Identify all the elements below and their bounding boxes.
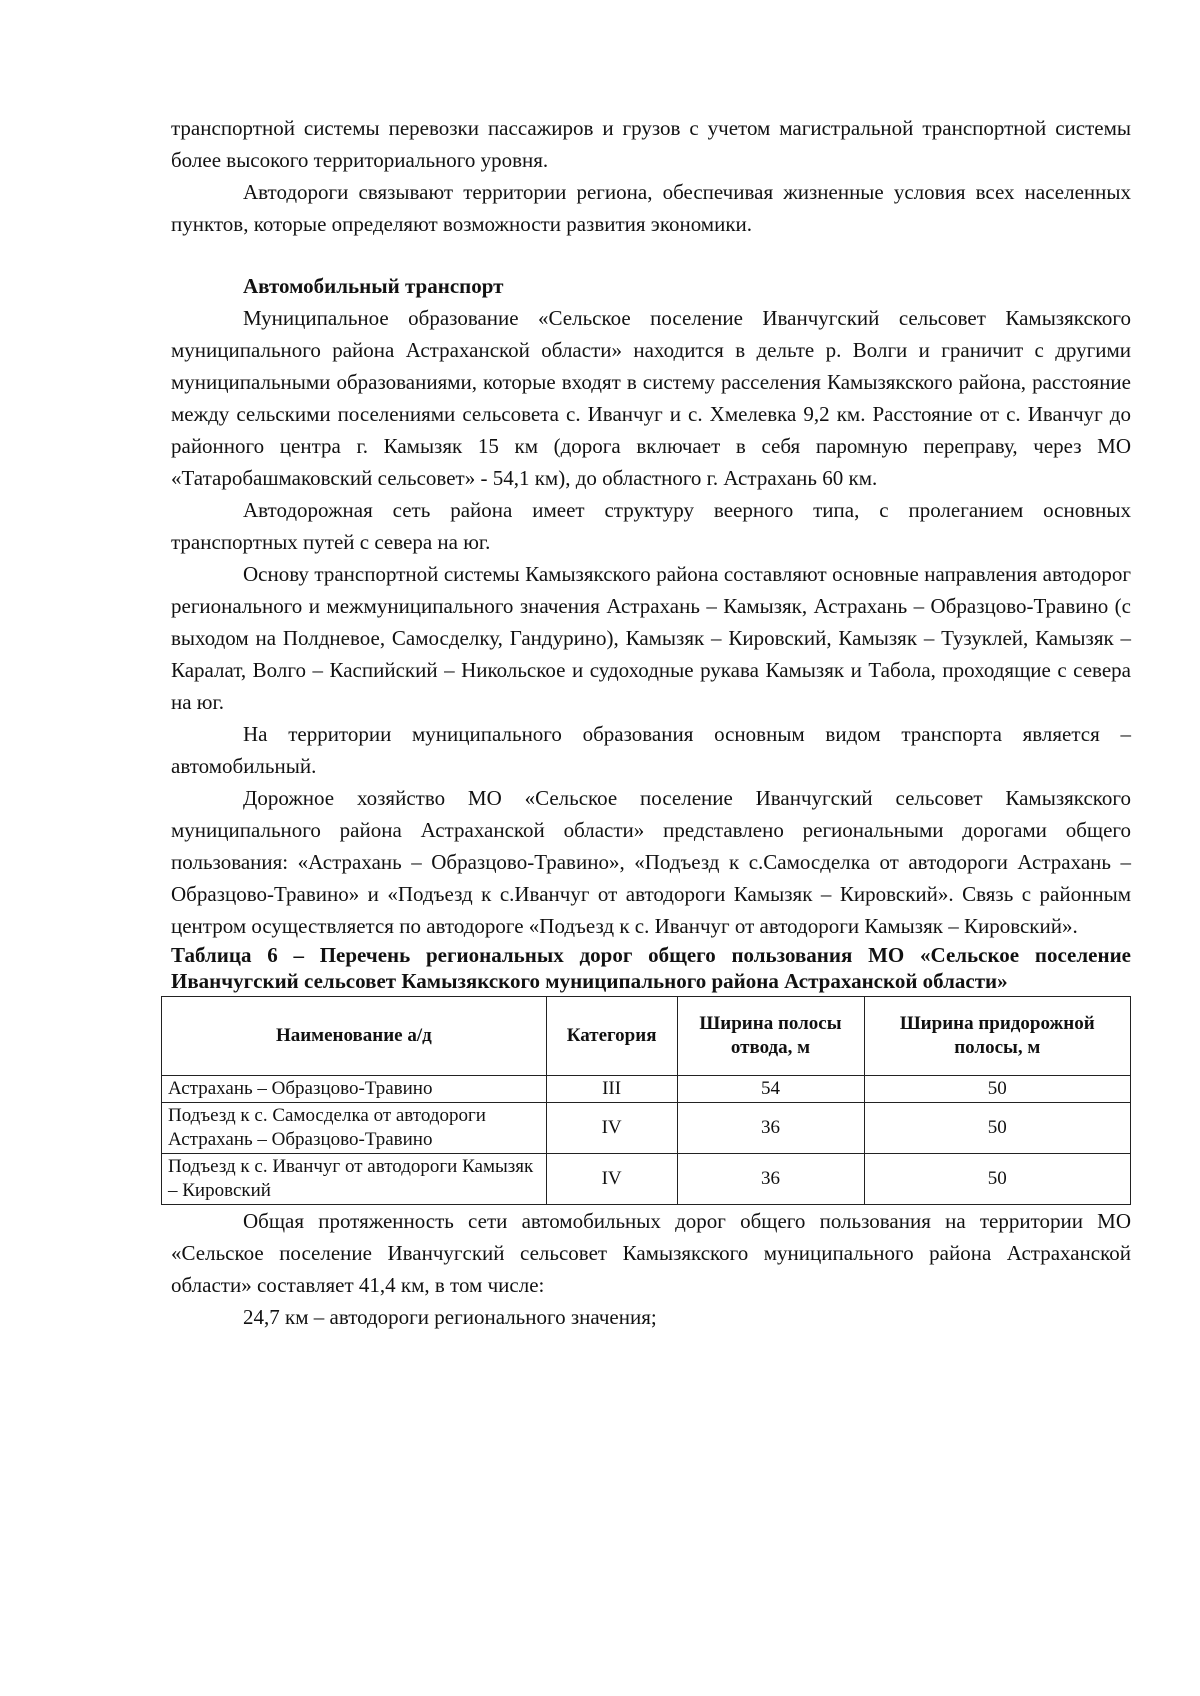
- cell-category: IV: [546, 1154, 677, 1205]
- cell-right-of-way-width: 36: [677, 1103, 864, 1154]
- table-row: [162, 1076, 1131, 1103]
- paragraph: Автодороги связывают территории региона, обеспечивая жизненные условия всех населенных пунктов, которые определяют возможности развития экономики.: [171, 180, 1131, 236]
- cell-right-of-way-width: 54: [677, 1076, 864, 1103]
- paragraph: Общая протяженность сети автомобильных дорог общего пользования на территории МО «Сельское поселение Иванчугский сельсовет Камызякского муниципального района Астраханской области» составляет 41,4 км, в том числе:: [171, 1209, 1131, 1297]
- header-category: Категория: [546, 997, 677, 1076]
- cell-right-of-way-width: 36: [677, 1154, 864, 1205]
- paragraph: На территории муниципального образования основным видом транспорта является – автомобильный.: [171, 722, 1131, 778]
- paragraph: Основу транспортной системы Камызякского района составляют основные направления автодорог регионального и межмуниципального значения Астрахань – Камызяк, Астрахань – Образцово-Травино (с выходом на Полдневое, Самосделку, Гандурино), Камызяк – Кировский, Камызяк – Тузуклей, Камызяк – Каралат, Волго – Каспийский – Никольское и судоходные рукава Камызяк и Табола, проходящие с севера на юг.: [171, 562, 1131, 714]
- header-road-name: Наименование а/д: [162, 997, 547, 1076]
- paragraph-continuation: транспортной системы перевозки пассажиров и грузов с учетом магистральной транспортной системы более высокого территориального уровня.: [171, 116, 1131, 172]
- paragraph: Автодорожная сеть района имеет структуру веерного типа, с пролеганием основных транспортных путей с севера на юг.: [171, 498, 1131, 554]
- cell-road-name: Подъезд к с. Самосделка от автодороги Астрахань – Образцово-Травино: [162, 1103, 547, 1154]
- cell-roadside-width: 50: [864, 1154, 1130, 1205]
- cell-category: III: [546, 1076, 677, 1103]
- paragraph: Дорожное хозяйство МО «Сельское поселение Иванчугский сельсовет Камызякского муниципального района Астраханской области» представлено региональными дорогами общего пользования: «Астрахань – Образцово-Травино», «Подъезд к с.Самосделка от автодороги Астрахань – Образцово-Травино» и «Подъезд к с.Иванчуг от автодороги Камызяк – Кировский». Связь с районным центром осуществляется по автодороге «Подъезд к с. Иванчуг от автодороги Камызяк – Кировский».: [171, 786, 1131, 938]
- paragraph-spacer: [171, 240, 1131, 270]
- roads-table: [161, 996, 1131, 1205]
- section-heading: Автомобильный транспорт: [243, 274, 504, 298]
- table-row: [162, 1103, 1131, 1154]
- document-body: [168, 112, 1131, 1333]
- cell-roadside-width: 50: [864, 1076, 1130, 1103]
- paragraph: 24,7 км – автодороги регионального значения;: [243, 1305, 657, 1329]
- table-row: [162, 1154, 1131, 1205]
- header-right-of-way-width: Ширина полосы отвода, м: [677, 997, 864, 1076]
- cell-category: IV: [546, 1103, 677, 1154]
- paragraph: Муниципальное образование «Сельское поселение Иванчугский сельсовет Камызякского муниципального района Астраханской области» находится в дельте р. Волги и граничит с другими муниципальными образованиями, которые входят в систему расселения Камызякского района, расстояние между сельскими поселениями сельсовета с. Иванчуг и с. Хмелевка 9,2 км. Расстояние от с. Иванчуг до районного центра г. Камызяк 15 км (дорога включает в себя паромную переправу, через МО «Татаробашмаковский сельсовет» - 54,1 км), до областного г. Астрахань 60 км.: [171, 306, 1131, 490]
- table-caption: Таблица 6 – Перечень региональных дорог общего пользования МО «Сельское поселение Иванчугский сельсовет Камызякского муниципального района Астраханской области»: [171, 943, 1131, 993]
- header-roadside-width: Ширина придорожной полосы, м: [864, 997, 1130, 1076]
- cell-road-name: Астрахань – Образцово-Травино: [162, 1076, 547, 1103]
- cell-roadside-width: 50: [864, 1103, 1130, 1154]
- table-header-row: [162, 997, 1131, 1076]
- cell-road-name: Подъезд к с. Иванчуг от автодороги Камызяк – Кировский: [162, 1154, 547, 1205]
